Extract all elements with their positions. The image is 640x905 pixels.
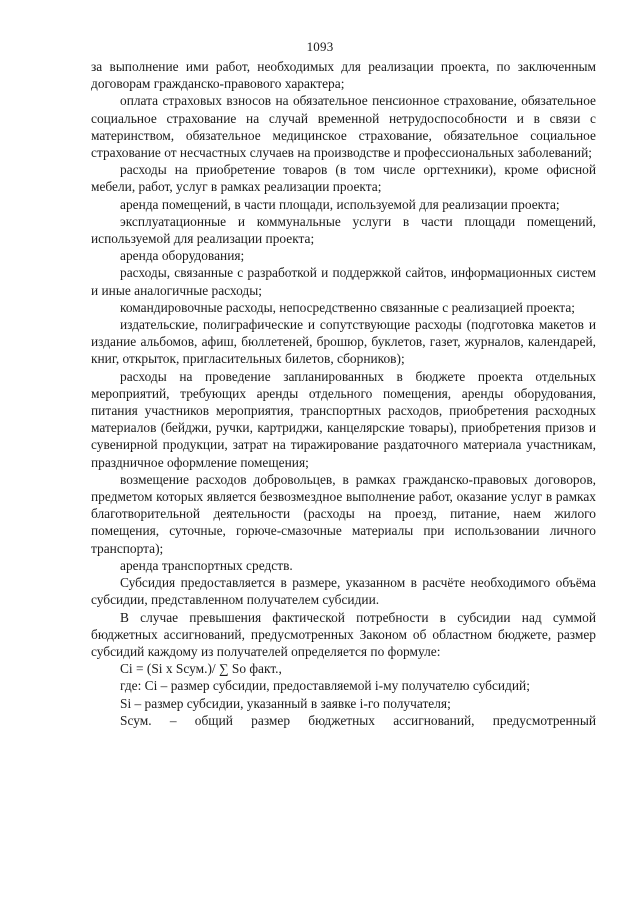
paragraph-premises-rent: аренда помещений, в части площади, используемой для реализации проекта; bbox=[120, 196, 560, 212]
paragraph-excess-demand: В случае превышения фактической потребности в субсидии над суммой бюджетных ассигнований, предусмотренных Законом об областном бюджете, размер субсидий каждому из получателей определяется по формуле: bbox=[91, 609, 596, 659]
paragraph-travel-expenses: командировочные расходы, непосредственно связанные с реализацией проекта; bbox=[120, 299, 575, 315]
paragraph-vehicle-rent: аренда транспортных средств. bbox=[120, 557, 293, 573]
formula-definition-si: Si – размер субсидии, указанный в заявке i-го получателя; bbox=[120, 695, 451, 711]
formula-definition-ssum: Sсум. – общий размер бюджетных ассигнований, предусмотренный bbox=[120, 712, 596, 728]
formula-definition-ci: где: Ci – размер субсидии, предоставляемой i-му получателю субсидий; bbox=[120, 678, 530, 694]
paragraph-subsidy-amount: Субсидия предоставляется в размере, указанном в расчёте необходимого объёма субсидии, представленном получателем субсидии. bbox=[91, 575, 596, 608]
paragraph-volunteers: возмещение расходов добровольцев, в рамках гражданско-правовых договоров, предметом которых является безвозмездное выполнение работ, оказание услуг в рамках благотворительной деятельности (расходы на проезд, питание, наем жилого помещения, суточные, горюче-смазочные материалы при использовании личного транспорта); bbox=[91, 471, 596, 556]
document-body bbox=[91, 58, 596, 729]
paragraph-insurance-contributions: оплата страховых взносов на обязательное пенсионное страхование, обязательное социальное страхование на случай временной нетрудоспособности и в связи с материнством, обязательное медицинское страхование, обязательное социальное страхование от несчастных случаев на производстве и профессиональных заболеваний; bbox=[91, 93, 596, 161]
paragraph-equipment-rent: аренда оборудования; bbox=[120, 248, 245, 264]
paragraph-contractor-payments: за выполнение ими работ, необходимых для реализации проекта, по заключенным договорам гражданско-правового характера; bbox=[91, 59, 596, 92]
paragraph-events: расходы на проведение запланированных в бюджете проекта отдельных мероприятий, требующих аренды отдельного помещения, аренды оборудования, питания участников мероприятия, транспортных расходов, приобретения расходных материалов (бейджи, ручки, картриджи, канцелярские товары), приобретения призов и сувенирной продукции, затрат на тиражирование раздаточного материала участникам, праздничное оформление помещения; bbox=[91, 368, 596, 470]
paragraph-utilities: эксплуатационные и коммунальные услуги в части площади помещений, используемой для реализации проекта; bbox=[91, 213, 596, 247]
paragraph-goods-purchase: расходы на приобретение товаров (в том числе оргтехники), кроме офисной мебели, работ, услуг в рамках реализации проекта; bbox=[91, 162, 596, 195]
paragraph-publishing: издательские, полиграфические и сопутствующие расходы (подготовка макетов и издание альбомов, афиш, бюллетеней, брошюр, буклетов, газет, журналов, календарей, книг, открыток, пригласительных билетов, сборников); bbox=[91, 317, 596, 367]
paragraph-websites: расходы, связанные с разработкой и поддержкой сайтов, информационных систем и иные аналогичные расходы; bbox=[91, 265, 596, 298]
page-number: 1093 bbox=[306, 39, 334, 54]
formula: Ci = (Si x Sсум.)/ ∑ So факт., bbox=[120, 661, 282, 677]
